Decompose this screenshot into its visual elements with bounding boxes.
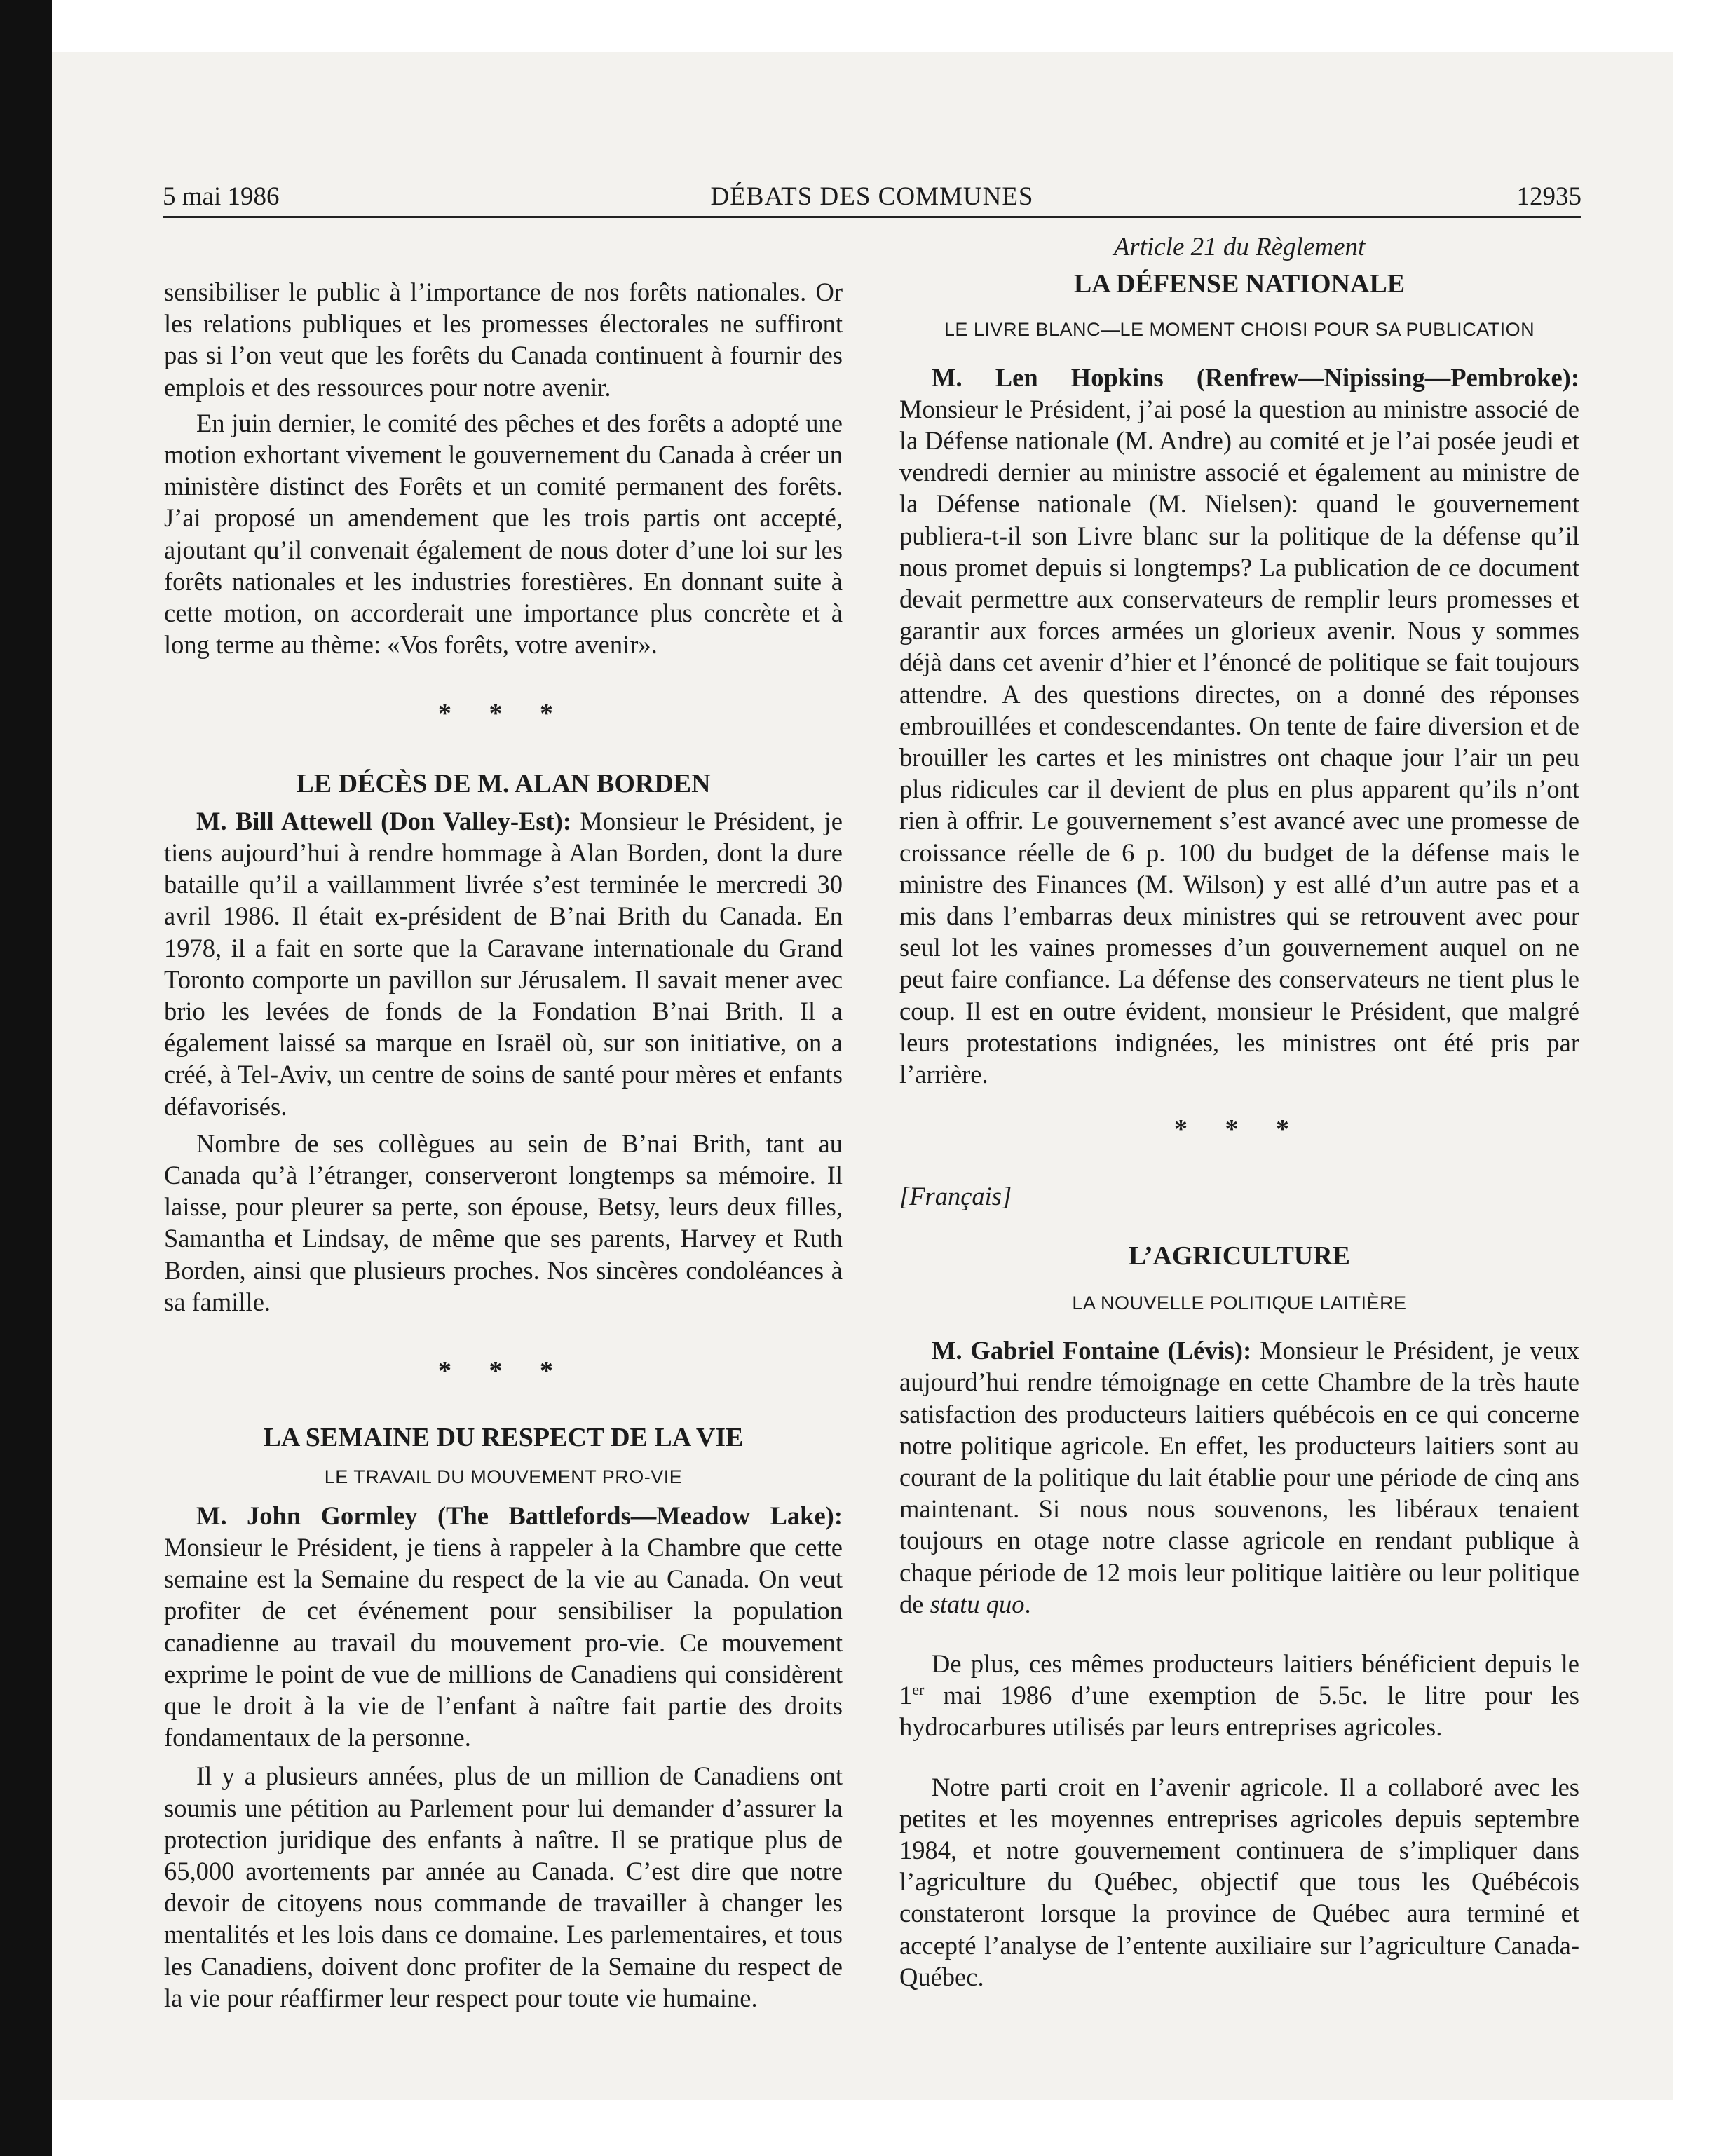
paragraph-defense: [899, 362, 1579, 1091]
speech-attewell: Monsieur le Président, je tiens aujourd’hui à rendre hommage à Alan Borden, dont la dure bataille qu’il a vaillamment livrée s’est terminée le mercredi 30 avril 1986. Il était ex-président de B’nai Brith du Canada. En 1978, il a fait en sorte que la Caravane internationale du Grand Toronto comporte un pavillon sur Jérusalem. Il savait mener avec brio les levées de fonds de la Fondation B’nai Brith. Il a également laissé sa marque en Israël où, sur son initiative, on a créé, à Tel-Aviv, un centre de soins de santé pour mères et enfants défavorisés.: [164, 806, 843, 1121]
paragraph-laitiere-1: [899, 1335, 1579, 1620]
header-title: DÉBATS DES COMMUNES: [710, 182, 1034, 211]
statu-quo-italic: statu quo: [930, 1589, 1025, 1618]
scan-edge-left: [0, 0, 52, 2156]
paragraph-pro-vie-1: [164, 1500, 843, 1754]
heading-respect-vie: LA SEMAINE DU RESPECT DE LA VIE: [263, 1423, 744, 1453]
subheading-livre-blanc: LE LIVRE BLANC—LE MOMENT CHOISI POUR SA PUBLICATION: [944, 319, 1535, 341]
speaker-attewell: M. Bill Attewell (Don Valley-Est):: [196, 806, 572, 835]
exemption-text-end: mai 1986 d’une exemption de 5.5c. le litre pour les hydrocarbures utilisés par leurs entreprises agricoles.: [899, 1681, 1579, 1742]
paragraph-forests-continued: sensibiliser le public à l’importance de nos forêts nationales. Or les relations publiques et les promesses électorales ne suffiront pas si l’on veut que les forêts du Canada continuent à fournir des emplois et des ressources pour notre avenir.: [164, 278, 843, 402]
speaker-fontaine: M. Gabriel Fontaine (Lévis):: [932, 1336, 1252, 1365]
subheading-pro-vie: LE TRAVAIL DU MOUVEMENT PRO-VIE: [324, 1466, 683, 1487]
speech-gormley: Monsieur le Président, je tiens à rappeler à la Chambre que cette semaine est la Semaine du respect de la vie au Canada. On veut profiter de cet événement pour sensibiliser la population canadienne au travail du mouvement pro-vie. Ce mouvement exprime le point de vue de millions de Canadiens qui considèrent que le droit à la vie de l’enfant à naître fait partie des droits fondamentaux de la personne.: [164, 1532, 843, 1752]
paragraph-forests-motion: En juin dernier, le comité des pêches et des forêts a adopté une motion exhortant vivement le gouvernement du Canada à créer un ministère distinct des Forêts et un comité permanent des forêts. J’ai proposé un amendement que les trois partis ont accepté, ajoutant qu’il convenait également de nous doter d’une loi sur les forêts nationales et les industries forestières. En donnant suite à cette motion, on accorderait une importance plus concrète et à long terme au thème: «Vos forêts, votre avenir».: [164, 408, 843, 660]
header-page-number: 12935: [1516, 182, 1581, 211]
paragraph-borden-2: Nombre de ses collègues au sein de B’nai Brith, tant au Canada qu’à l’étranger, conserveront longtemps sa mémoire. Il laisse, pour pleurer sa perte, son épouse, Betsy, leurs deux filles, Samantha et Lindsay, de même que ses parents, Harvey et Ruth Borden, ainsi que plusieurs proches. Nos sincères condoléances à sa famille.: [164, 1128, 843, 1316]
paragraph-laitiere-3: Notre parti croit en l’avenir agricole. Il a collaboré avec les petites et les moyennes entreprises agricoles depuis septembre 1984, et notre gouvernement continuera de s’impliquer dans l’agriculture du Québec, objectif que tous les Québécois constateront lorsque la province de Québec aura terminé et accepté l’analyse de l’entente auxiliaire sur l’agriculture Canada-Québec.: [899, 1772, 1579, 1991]
left-column: [164, 224, 843, 2014]
paragraph-pro-vie-2: Il y a plusieurs années, plus de un million de Canadiens ont soumis une pétition au Parlement pour lui demander d’assurer la protection juridique des enfants à naître. Il se pratique plus de 65,000 avortements par année au Canada. C’est dire que notre devoir de citoyens nous commande de travailler à changer les mentalités et les lois dans ce domaine. Les parlementaires, et tous les Canadiens, doivent donc profiter de la Semaine du respect de la vie pour réaffirmer leur respect pour toute vie humaine.: [164, 1761, 843, 2012]
ordinal-superscript: er: [912, 1680, 925, 1698]
article-reference: Article 21 du Règlement: [1113, 233, 1366, 261]
speech-hopkins: Monsieur le Président, j’ai posé la question au ministre associé de la Défense nationale (M. Andre) au comité et je l’ai posée jeudi et vendredi dernier au ministre associé et également au ministre de la Défense nationale (M. Nielsen): quand le gouvernement publiera-t-il son Livre blanc sur la politique de la défense qu’il nous promet depuis si longtemps? La publication de ce document devait permettre aux conservateurs de remplir leurs promesses et garantir aux forces armées un glorieux avenir. Nous y sommes déjà dans cet avenir d’hier et l’énoncé de politique se fait toujours attendre. A des questions directes, on a donné des réponses embrouillées et condescendantes. On tente de faire diversion et de brouiller les cartes et les ministres ont chaque jour l’air un peu plus ridicules car il devient de plus en plus apparent qu’ils n’ont rien à offrir. Le gouvernement s’est avancé avec une promesse de croissance réelle de 6 p. 100 du budget de la défense mais le ministre des Finances (M. Wilson) y est allé d’un autre pas et a mis dans l’embarras deux ministres qui se retrouvent avec pour seul lot les vaines promesses d’un gouvernement auquel on ne peut faire confiance. La défense des conservateurs ne tient plus le coup. Il est en outre évident, monsieur le Président, que malgré leurs protestations indignées, les ministres ont été pris par l’arrière.: [899, 394, 1579, 1089]
heading-defense: LA DÉFENSE NATIONALE: [1073, 269, 1406, 299]
subheading-politique-laitiere: LA NOUVELLE POLITIQUE LAITIÈRE: [1072, 1292, 1407, 1314]
page-header: [163, 181, 1581, 218]
section-separator: * * *: [438, 699, 569, 729]
header-date: 5 mai 1986: [163, 182, 280, 211]
speech-fontaine-end: .: [1024, 1589, 1031, 1618]
exemption-text-start: De plus, ces mêmes producteurs laitiers bénéficient depuis le 1: [899, 1649, 1579, 1710]
right-column: [899, 224, 1579, 1993]
paragraph-laitiere-2: [899, 1648, 1579, 1743]
section-separator: * * *: [438, 1356, 569, 1386]
heading-borden: LE DÉCÈS DE M. ALAN BORDEN: [296, 768, 711, 798]
language-marker: [Français]: [899, 1182, 1012, 1211]
section-separator: * * *: [1174, 1114, 1305, 1145]
speech-fontaine: Monsieur le Président, je veux aujourd’hui rendre témoignage en cette Chambre de la très haute satisfaction des producteurs laitiers québécois en ce qui concerne notre politique agricole. En effet, les producteurs laitiers sont au courant de la politique du lait établie pour une période de cinq ans maintenant. Si nous nous souvenons, les libéraux tenaient toujours en otage notre classe agricole en rendant publique à chaque période de 12 mois leur politique laitière ou leur politique de: [899, 1336, 1580, 1618]
speaker-hopkins: M. Len Hopkins (Renfrew—Nipissing—Pembroke):: [932, 362, 1579, 392]
speaker-gormley: M. John Gormley (The Battlefords—Meadow Lake):: [196, 1501, 843, 1530]
heading-agriculture: L’AGRICULTURE: [1128, 1241, 1351, 1271]
scan-margin-top: [0, 0, 1735, 52]
paragraph-borden-1: [164, 805, 843, 1122]
